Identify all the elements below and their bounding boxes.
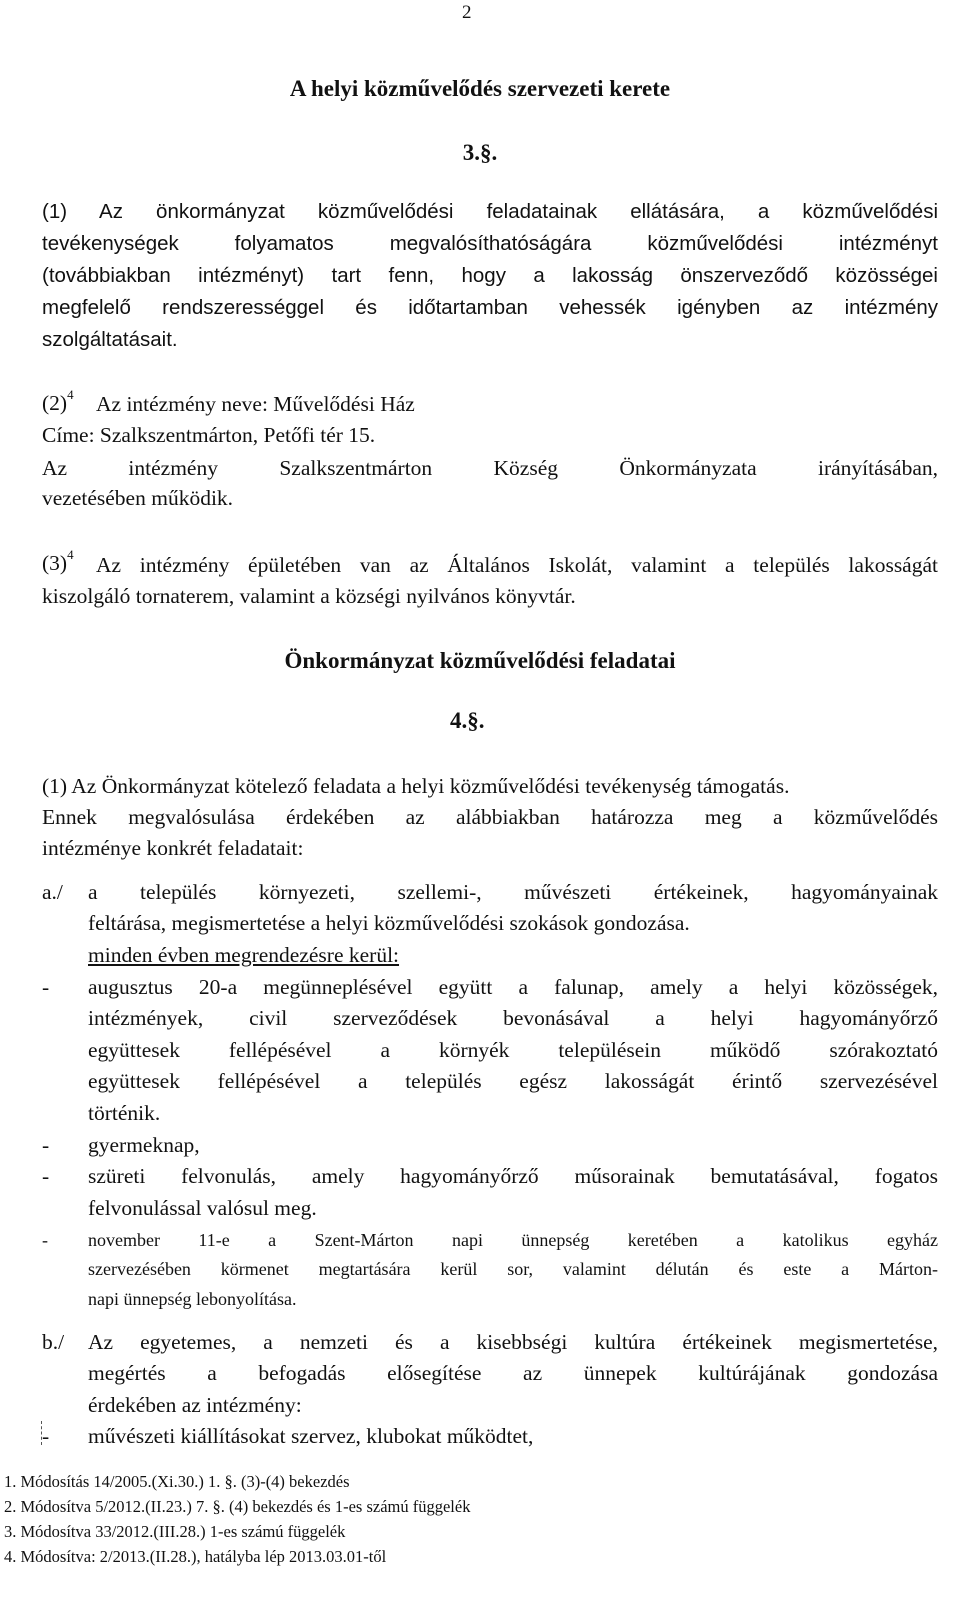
bullet-line: együttesek fellépésével a környék településein működő szórakoztató [88,1038,938,1062]
s3-p3-line: kiszolgáló tornaterem, valamint a községi nyilvános könyvtár. [42,584,576,608]
s3-p2-number [42,387,74,416]
heading-municipal-tasks: Önkormányzat közművelődési feladatai [284,648,676,673]
page-number: 2 [462,2,472,23]
bullet-line: szüreti felvonulás, amely hagyományőrző műsorainak bemutatásával, fogatos [88,1164,938,1188]
bullet-dash: - [42,975,50,999]
bullet-line: együttesek fellépésével a település egész lakosságát érintő szervezésével [88,1069,938,1093]
bullet-line: történik. [88,1101,161,1125]
institution-address: Címe: Szalkszentmárton, Petőfi tér 15. [42,423,376,447]
s3-p2-line: vezetésében működik. [42,486,234,510]
bullet-dash: - [42,1133,50,1157]
bullet-line: művészeti kiállításokat szervez, klubokat működtet, [88,1424,534,1448]
item-b-line: Az egyetemes, a nemzeti és a kisebbségi kultúra értékeinek megismertetése, [88,1330,938,1354]
s3-p3-number [42,547,74,576]
item-a-line: feltárása, megismertetése a helyi közművelődési szokások gondozása. [88,911,690,935]
s3-p2-line: Az intézmény Szalkszentmárton Község Önkormányzata irányításában, [42,456,938,480]
bullet-line: augusztus 20-a megünneplésével együtt a falunap, amely a helyi közösségek, [88,975,938,999]
item-b-line: megértés a befogadás elősegítése az ünnepek kultúrájának gondozása [88,1361,938,1385]
item-b-line: érdekében az intézmény: [88,1393,302,1417]
footnote: 2. Módosítva 5/2012.(II.23.) 7. §. (4) bekezdés és 1-es számú függelék [4,1497,471,1516]
bullet-dash: - [42,1424,50,1448]
bullet-line: felvonulással valósul meg. [88,1196,317,1220]
bullet-line: november 11-e a Szent-Márton napi ünnepség keretében a katolikus egyház [88,1230,938,1250]
s3-p2-num: (2) [42,391,68,415]
s3-p1-line: (továbbiakban intézményt) tart fenn, hogy a lakosság önszerveződő közösségei [42,264,938,287]
s4-p1-line: intézménye konkrét feladatait: [42,836,304,860]
bullet-line: szervezésében körmenet megtartására kerül sor, valamint délután és este a Márton- [88,1259,938,1279]
bullet-line: napi ünnepség lebonyolítása. [88,1289,297,1309]
section-number-3: 3.§. [462,140,498,165]
item-b-label: b./ [42,1330,65,1354]
bullet-dash: - [42,1230,48,1250]
footnote: 4. Módosítva: 2/2013.(II.28.), hatályba lép 2013.03.01-től [4,1547,387,1566]
s3-p1-line: megfelelő rendszerességgel és időtartamban vehessék igényben az intézmény [42,296,938,319]
item-a-label: a./ [42,880,63,904]
s3-p1-line: tevékenységek folyamatos megvalósíthatóságára közművelődési intézményt [42,232,938,255]
bullet-dash: - [42,1164,50,1188]
heading-organizational-framework: A helyi közművelődés szervezeti kerete [289,76,671,101]
footnote: 1. Módosítás 14/2005.(Xi.30.) 1. §. (3)-(4) bekezdés [4,1472,350,1491]
footnote-ref: 4 [67,547,74,562]
s3-p3-line: Az intézmény épületében van az Általános Iskolát, valamint a település lakosságát [96,553,938,577]
item-a-underlined-heading: minden évben megrendezésre kerül: [88,943,400,967]
item-a-line: a település környezeti, szellemi-, művészeti értékeinek, hagyományainak [88,880,938,904]
footnote-ref: 4 [67,387,74,402]
section-number-4: 4.§. [450,708,485,733]
s3-p1-line: (1) Az önkormányzat közművelődési feladatainak ellátására, a közművelődési [42,200,938,223]
s3-p3-num: (3) [42,551,68,575]
footnote: 3. Módosítva 33/2012.(III.28.) 1-es számú függelék [4,1522,346,1541]
s4-p1-line: Ennek megvalósulása érdekében az alábbiakban határozza meg a közművelődés [42,805,938,829]
bullet-line: gyermeknap, [88,1133,200,1157]
s3-p1-line: szolgáltatásait. [42,328,178,351]
institution-name: Az intézmény neve: Művelődési Ház [96,392,415,416]
s4-p1-line: (1) Az Önkormányzat kötelező feladata a helyi közművelődési tevékenység támogatás. [42,774,790,798]
bullet-line: intézmények, civil szerveződések bevonásával a helyi hagyományőrző [88,1006,938,1030]
